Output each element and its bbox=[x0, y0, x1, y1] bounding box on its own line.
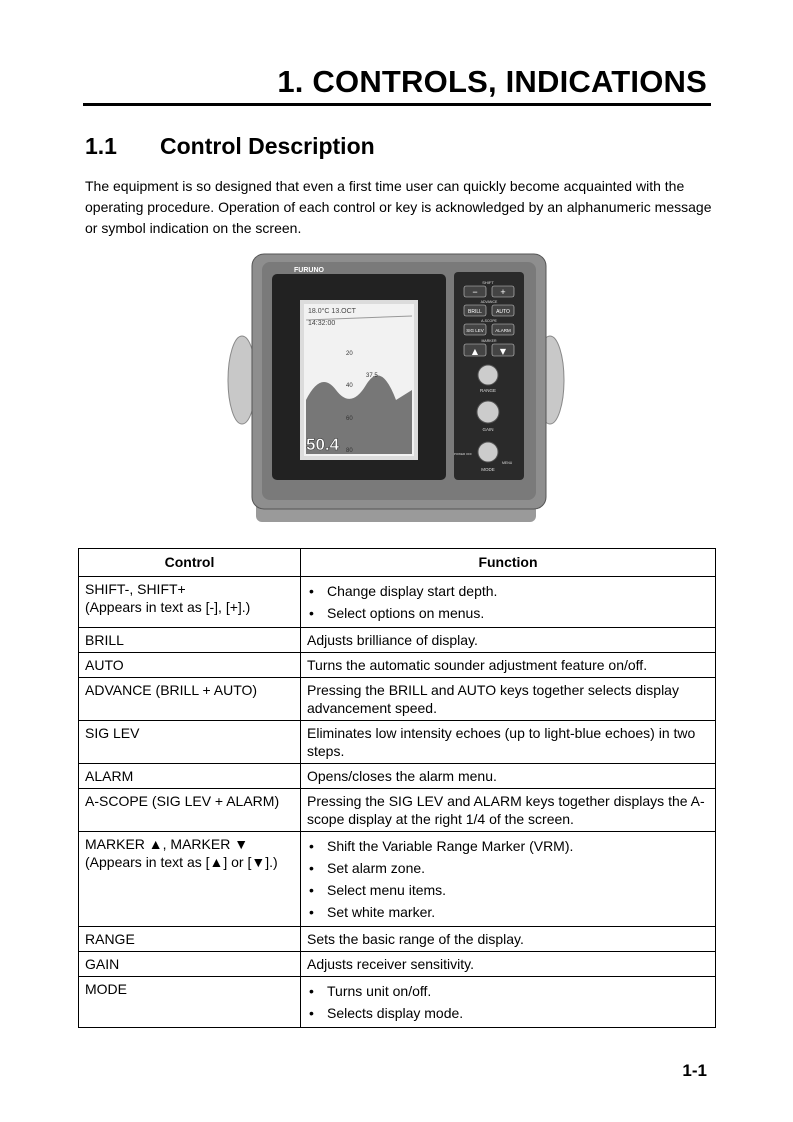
table-row bbox=[79, 653, 716, 678]
svg-text:14:32:00: 14:32:00 bbox=[308, 320, 336, 327]
function-cell bbox=[301, 977, 716, 1028]
function-text: Sets the basic range of the display. bbox=[301, 927, 716, 952]
table-row bbox=[79, 927, 716, 952]
svg-text:−: − bbox=[472, 287, 478, 297]
page-number: 1-1 bbox=[682, 1061, 707, 1080]
function-text: Adjusts receiver sensitivity. bbox=[301, 952, 716, 977]
echo-sounder-photo bbox=[226, 250, 566, 525]
function-bullet: • Change display start depth. bbox=[327, 580, 709, 602]
svg-text:BRILL: BRILL bbox=[468, 309, 482, 315]
table-row bbox=[79, 789, 716, 832]
svg-text:ADVANCE: ADVANCE bbox=[480, 300, 498, 304]
svg-text:+: + bbox=[500, 287, 506, 297]
svg-text:50.4: 50.4 bbox=[306, 435, 340, 454]
function-bullet: • Select menu items. bbox=[327, 879, 709, 901]
control-name: MARKER ▲, MARKER ▼ bbox=[85, 836, 249, 852]
svg-text:▲: ▲ bbox=[471, 347, 479, 356]
svg-text:60: 60 bbox=[346, 416, 353, 422]
svg-text:80: 80 bbox=[346, 448, 353, 454]
function-cell bbox=[301, 832, 716, 927]
control-name: GAIN bbox=[79, 952, 301, 977]
svg-text:▼: ▼ bbox=[499, 347, 507, 356]
column-header-function: Function bbox=[301, 549, 716, 577]
control-name: BRILL bbox=[79, 628, 301, 653]
function-bullet: • Selects display mode. bbox=[327, 1002, 709, 1024]
svg-text:SHIFT: SHIFT bbox=[482, 280, 494, 285]
control-note: (Appears in text as [-], [+].) bbox=[85, 599, 251, 615]
control-table bbox=[78, 548, 716, 1028]
chapter-title: 1. CONTROLS, INDICATIONS bbox=[277, 64, 707, 99]
section-number: 1.1 bbox=[85, 133, 117, 159]
control-name: SHIFT-, SHIFT+ bbox=[85, 581, 186, 597]
title-rule bbox=[83, 103, 711, 106]
brand-logo: FURUNO bbox=[294, 267, 324, 274]
control-name: MODE bbox=[79, 977, 301, 1028]
intro-paragraph: The equipment is so designed that even a first time user can quickly become acquainted with the operating procedure. Operation of each control or key is acknowledged by an alphanumeric message or symbol indication on the screen. bbox=[85, 178, 712, 236]
control-note: (Appears in text as [▲] or [▼].) bbox=[85, 854, 278, 870]
control-cell bbox=[79, 832, 301, 927]
function-bullet: • Shift the Variable Range Marker (VRM). bbox=[327, 835, 709, 857]
table-row bbox=[79, 977, 716, 1028]
function-text: Opens/closes the alarm menu. bbox=[301, 764, 716, 789]
svg-text:40: 40 bbox=[346, 383, 353, 389]
function-bullet: • Set alarm zone. bbox=[327, 857, 709, 879]
svg-text:RANGE: RANGE bbox=[479, 388, 497, 393]
function-text: Turns the automatic sounder adjustment feature on/off. bbox=[301, 653, 716, 678]
svg-text:ALARM: ALARM bbox=[495, 328, 511, 333]
function-text: Adjusts brilliance of display. bbox=[301, 628, 716, 653]
table-row bbox=[79, 628, 716, 653]
control-name: ALARM bbox=[79, 764, 301, 789]
function-cell bbox=[301, 577, 716, 628]
svg-text:37.5: 37.5 bbox=[366, 373, 378, 379]
svg-text:A-SCOPE: A-SCOPE bbox=[481, 319, 497, 323]
svg-text:20: 20 bbox=[346, 351, 353, 357]
svg-text:SIG LEV: SIG LEV bbox=[466, 328, 484, 333]
svg-text:AUTO: AUTO bbox=[496, 309, 510, 315]
table-row bbox=[79, 721, 716, 764]
function-text: Eliminates low intensity echoes (up to light-blue echoes) in two steps. bbox=[301, 721, 716, 764]
svg-text:MODE: MODE bbox=[481, 467, 495, 472]
svg-text:POWER OFF: POWER OFF bbox=[453, 452, 472, 456]
function-bullet: • Select options on menus. bbox=[327, 602, 709, 624]
svg-text:GAIN: GAIN bbox=[482, 427, 494, 432]
column-header-control: Control bbox=[79, 549, 301, 577]
table-row bbox=[79, 764, 716, 789]
svg-text:18.0°C 13.OCT: 18.0°C 13.OCT bbox=[308, 308, 356, 315]
control-name: AUTO bbox=[79, 653, 301, 678]
function-text: Pressing the SIG LEV and ALARM keys together displays the A-scope display at the right 1/4 of the screen. bbox=[301, 789, 716, 832]
table-row bbox=[79, 577, 716, 628]
function-bullet: • Turns unit on/off. bbox=[327, 980, 709, 1002]
table-row bbox=[79, 832, 716, 927]
function-text: Pressing the BRILL and AUTO keys together selects display advancement speed. bbox=[301, 678, 716, 721]
control-name: ADVANCE (BRILL + AUTO) bbox=[79, 678, 301, 721]
table-header-row bbox=[79, 549, 716, 577]
control-name: A-SCOPE (SIG LEV + ALARM) bbox=[79, 789, 301, 832]
control-name: SIG LEV bbox=[79, 721, 301, 764]
control-name: RANGE bbox=[79, 927, 301, 952]
svg-text:MENU: MENU bbox=[502, 461, 513, 465]
function-bullet: • Set white marker. bbox=[327, 901, 709, 923]
table-row bbox=[79, 952, 716, 977]
section-title: Control Description bbox=[160, 133, 375, 159]
control-cell bbox=[79, 577, 301, 628]
svg-text:MARKER: MARKER bbox=[481, 339, 497, 343]
table-row bbox=[79, 678, 716, 721]
